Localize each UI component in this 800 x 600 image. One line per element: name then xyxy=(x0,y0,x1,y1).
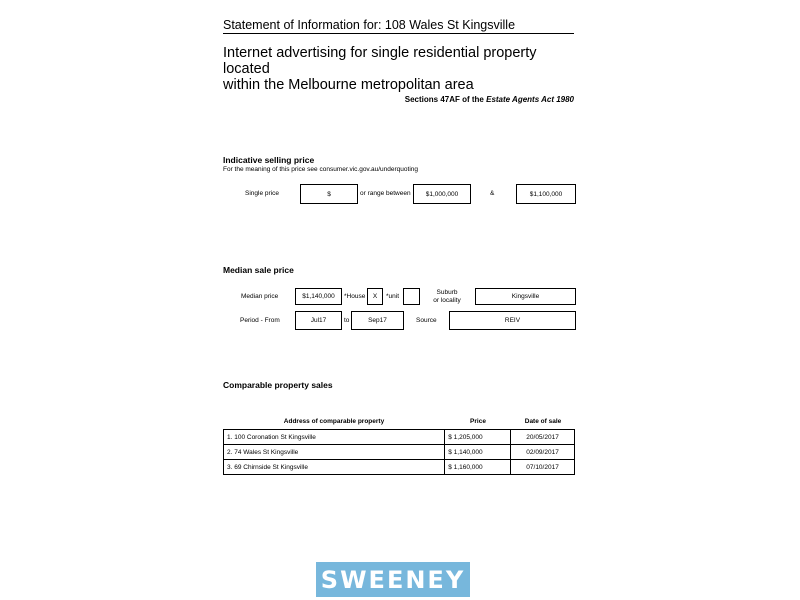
unit-checkbox[interactable] xyxy=(403,288,420,305)
sections-act: Estate Agents Act 1980 xyxy=(486,95,574,104)
subtitle-line-1: Internet advertising for single residential property located xyxy=(223,45,537,77)
price-cell: $ 1,205,000 xyxy=(445,430,511,445)
single-price-label: Single price xyxy=(245,190,279,197)
indicative-heading: Indicative selling price xyxy=(223,155,315,165)
table-row xyxy=(224,460,575,475)
period-to-field[interactable]: Sep17 xyxy=(351,311,404,330)
range-label: or range between xyxy=(360,190,411,197)
suburb-field[interactable]: Kingsville xyxy=(475,288,576,305)
range-high-field[interactable]: $1,100,000 xyxy=(516,184,576,204)
indicative-note: For the meaning of this price see consumer.vic.gov.au/underquoting xyxy=(223,166,418,173)
subtitle-line-2: within the Melbourne metropolitan area xyxy=(223,77,474,93)
date-cell: 07/10/2017 xyxy=(511,460,575,475)
comparable-heading: Comparable property sales xyxy=(223,380,333,390)
house-checkbox[interactable]: X xyxy=(367,288,383,305)
price-cell: $ 1,160,000 xyxy=(445,460,511,475)
single-price-field[interactable]: $ xyxy=(300,184,358,204)
source-label: Source xyxy=(416,317,437,324)
median-heading: Median sale price xyxy=(223,265,294,275)
median-price-field[interactable]: $1,140,000 xyxy=(295,288,342,305)
column-header-address: Address of comparable property xyxy=(283,418,385,425)
suburb-label-line-2: or locality xyxy=(433,297,461,304)
unit-label: *unit xyxy=(386,293,400,300)
document-title: Statement of Information for: 108 Wales St Kingsville xyxy=(223,18,574,34)
price-cell: $ 1,140,000 xyxy=(445,445,511,460)
source-field[interactable]: REIV xyxy=(449,311,576,330)
range-and-label: & xyxy=(490,190,495,197)
document-subtitle xyxy=(223,45,583,93)
suburb-label-line-1: Suburb xyxy=(436,289,458,296)
table-row xyxy=(224,430,575,445)
house-label: *House xyxy=(344,293,366,300)
address-cell: 2. 74 Wales St Kingsville xyxy=(224,445,445,460)
median-price-label: Median price xyxy=(241,293,279,300)
address-cell: 3. 69 Chirnside St Kingsville xyxy=(224,460,445,475)
column-header-date: Date of sale xyxy=(524,418,562,425)
sections-reference xyxy=(405,95,574,104)
period-from-field[interactable]: Jul17 xyxy=(295,311,342,330)
period-to-label: to xyxy=(344,317,350,324)
address-cell: 1. 100 Coronation St Kingsville xyxy=(224,430,445,445)
sections-prefix: Sections 47AF of the xyxy=(404,95,484,104)
logo-text: SWEENEY xyxy=(320,565,466,594)
date-cell: 20/05/2017 xyxy=(511,430,575,445)
column-header-price: Price xyxy=(470,418,486,425)
period-from-label: Period - From xyxy=(240,317,280,324)
comparable-sales-table xyxy=(223,429,575,475)
suburb-label xyxy=(428,289,466,305)
range-low-field[interactable]: $1,000,000 xyxy=(413,184,471,204)
date-cell: 02/09/2017 xyxy=(511,445,575,460)
table-row xyxy=(224,445,575,460)
sweeney-logo xyxy=(316,562,470,597)
